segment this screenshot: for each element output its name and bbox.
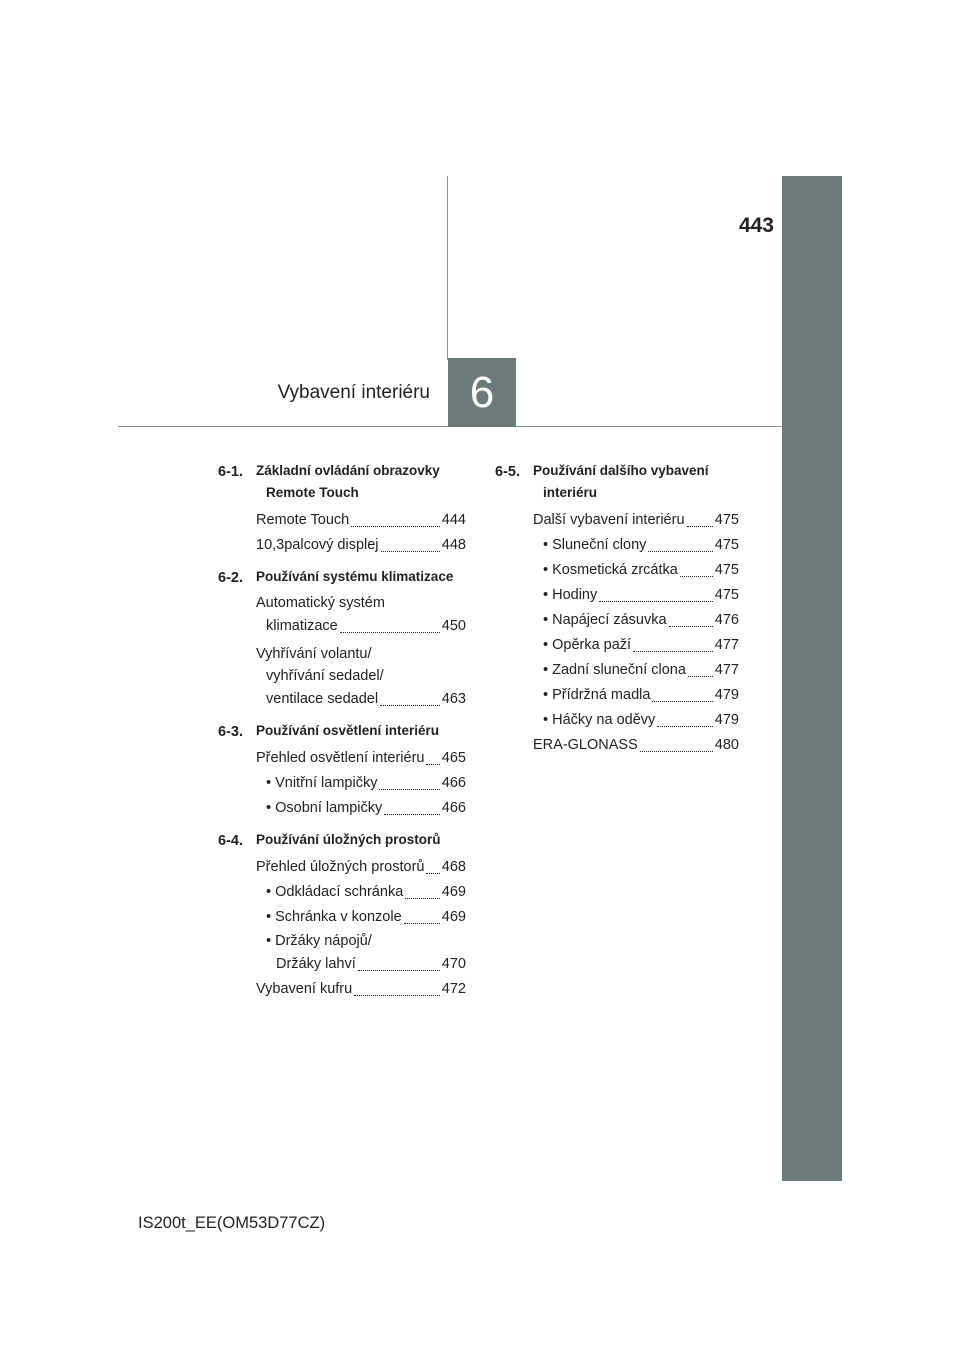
toc-entry[interactable]: Přehled osvětlení interiéru 465 — [256, 750, 466, 766]
toc-subentry[interactable]: • Držáky nápojů/ Držáky lahví 470 — [266, 933, 466, 972]
toc-subentry[interactable]: • Odkládací schránka 469 — [266, 884, 466, 900]
toc-subentry[interactable]: • Sluneční clony 475 — [543, 537, 739, 553]
toc-right-column — [495, 460, 739, 766]
toc-entry[interactable]: Další vybavení interiéru 475 — [533, 512, 739, 528]
chapter-number: 6 — [469, 367, 495, 417]
chapter-number-box — [448, 358, 516, 427]
section-number: 6-5. — [495, 464, 520, 480]
toc-subentry[interactable]: • Opěrka paží 477 — [543, 637, 739, 653]
section-title: Používání systému klimatizace — [256, 569, 454, 584]
footer-document-code: IS200t_EE(OM53D77CZ) — [138, 1214, 326, 1232]
page-number: 443 — [738, 214, 774, 237]
section-title: Používání dalšího vybavení interiéru — [533, 463, 709, 500]
header-vertical-rule — [447, 176, 448, 360]
section-number: 6-3. — [218, 724, 243, 740]
toc-section-6-5 — [495, 460, 739, 758]
toc-entry[interactable]: Přehled úložných prostorů 468 — [256, 859, 466, 875]
toc-subentry[interactable]: • Osobní lampičky 466 — [266, 800, 466, 816]
section-title: Používání osvětlení interiéru — [256, 723, 440, 738]
toc-section-6-4 — [218, 829, 466, 1002]
chapter-side-tab — [782, 176, 842, 1181]
toc-subentry[interactable]: • Kosmetická zrcátka 475 — [543, 562, 739, 578]
toc-section-6-1 — [218, 460, 466, 558]
toc-entry[interactable]: Vyhřívání volantu/ vyhřívání sedadel/ ventilace sedadel 463 — [256, 646, 466, 707]
toc-section-6-2 — [218, 566, 466, 712]
toc-entry[interactable]: 10,3palcový displej 448 — [256, 537, 466, 553]
toc-subentry[interactable]: • Schránka v konzole 469 — [266, 909, 466, 925]
toc-entry[interactable]: ERA-GLONASS 480 — [533, 737, 739, 753]
section-number: 6-1. — [218, 464, 243, 480]
toc-subentry[interactable]: • Háčky na oděvy 479 — [543, 712, 739, 728]
section-title: Základní ovládání obrazovky Remote Touch — [256, 463, 440, 500]
toc-subentry[interactable]: • Přídržná madla 479 — [543, 687, 739, 703]
section-title: Používání úložných prostorů — [256, 832, 441, 847]
toc-entry[interactable]: Vybavení kufru 472 — [256, 981, 466, 997]
toc-left-column — [218, 460, 466, 1010]
section-number: 6-4. — [218, 833, 243, 849]
toc-subentry[interactable]: • Napájecí zásuvka 476 — [543, 612, 739, 628]
chapter-title: Vybavení interiéru — [277, 382, 430, 403]
section-number: 6-2. — [218, 570, 243, 586]
toc-subentry[interactable]: • Zadní sluneční clona 477 — [543, 662, 739, 678]
toc-subentry[interactable]: • Vnitřní lampičky 466 — [266, 775, 466, 791]
toc-section-6-3 — [218, 720, 466, 821]
toc-entry[interactable]: Remote Touch 444 — [256, 512, 466, 528]
toc-subentry[interactable]: • Hodiny 475 — [543, 587, 739, 603]
toc-entry[interactable]: Automatický systém klimatizace 450 — [256, 595, 466, 634]
